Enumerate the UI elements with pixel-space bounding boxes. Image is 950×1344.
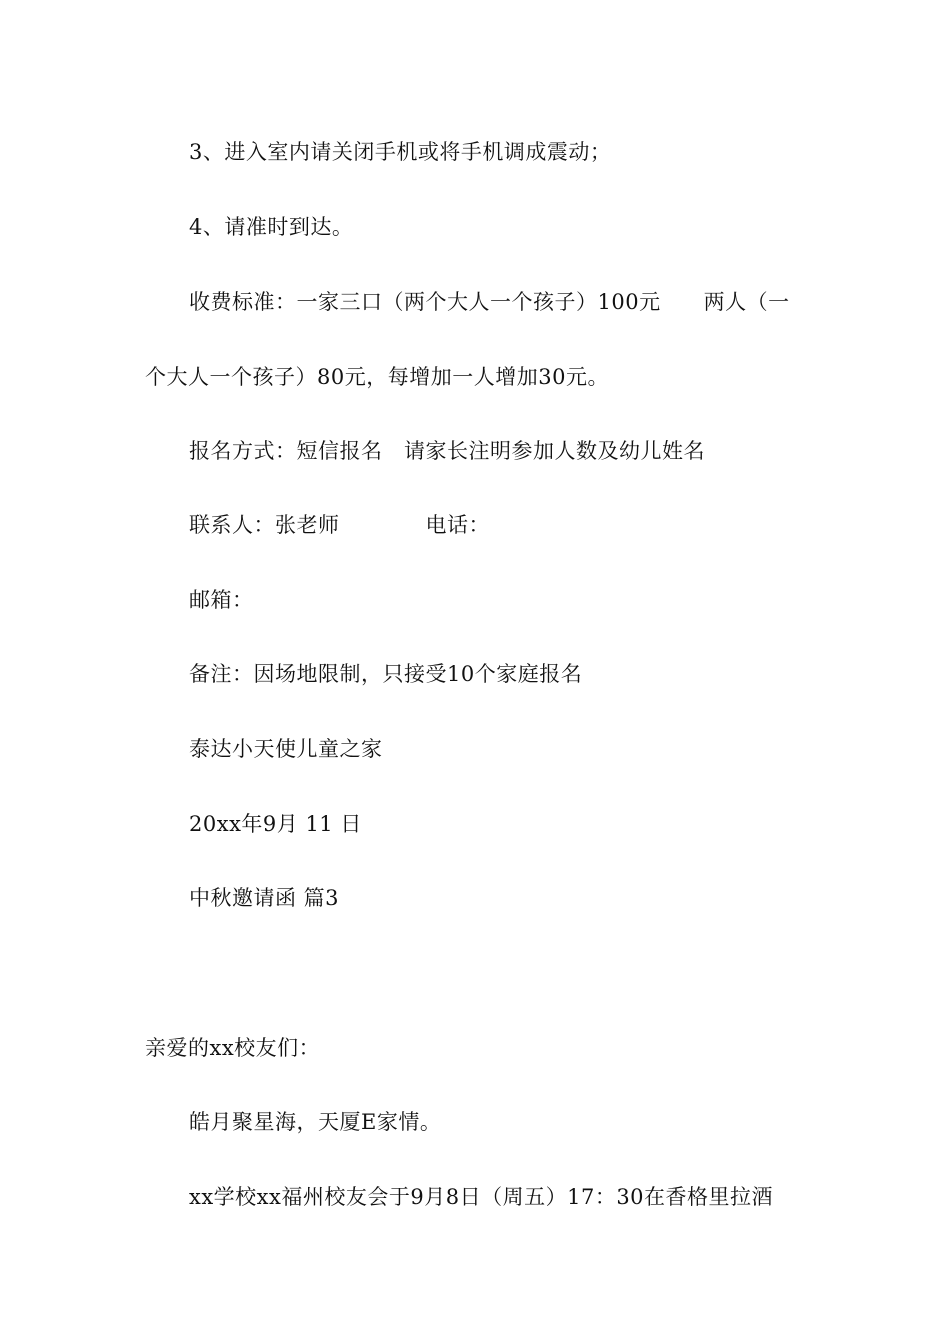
email-line: 邮箱：: [189, 588, 254, 612]
event-announcement: xx学校xx福州校友会于9月8日（周五）17：30在香格里拉酒: [189, 1185, 774, 1209]
contact-person: 联系人：张老师 电话：: [189, 513, 490, 537]
fee-standard-line-2: 个大人一个孩子）80元，每增加一人增加30元。: [145, 365, 609, 389]
notice-item-4: 4、请准时到达。: [189, 215, 354, 239]
notice-item-3: 3、进入室内请关闭手机或将手机调成震动；: [189, 140, 612, 164]
opening-phrase: 皓月聚星海，天厦E家情。: [189, 1110, 442, 1134]
salutation: 亲爱的xx校友们：: [145, 1036, 321, 1060]
section-heading: 中秋邀请函 篇3: [189, 886, 340, 910]
registration-method: 报名方式：短信报名 请家长注明参加人数及幼儿姓名: [189, 439, 705, 463]
document-date: 20xx年9月 11 日: [189, 812, 362, 836]
fee-standard-line-1: 收费标准：一家三口（两个大人一个孩子）100元 两人（一: [189, 290, 790, 314]
organizer-name: 泰达小天使儿童之家: [189, 737, 383, 761]
remarks-line: 备注：因场地限制，只接受10个家庭报名: [189, 662, 583, 686]
